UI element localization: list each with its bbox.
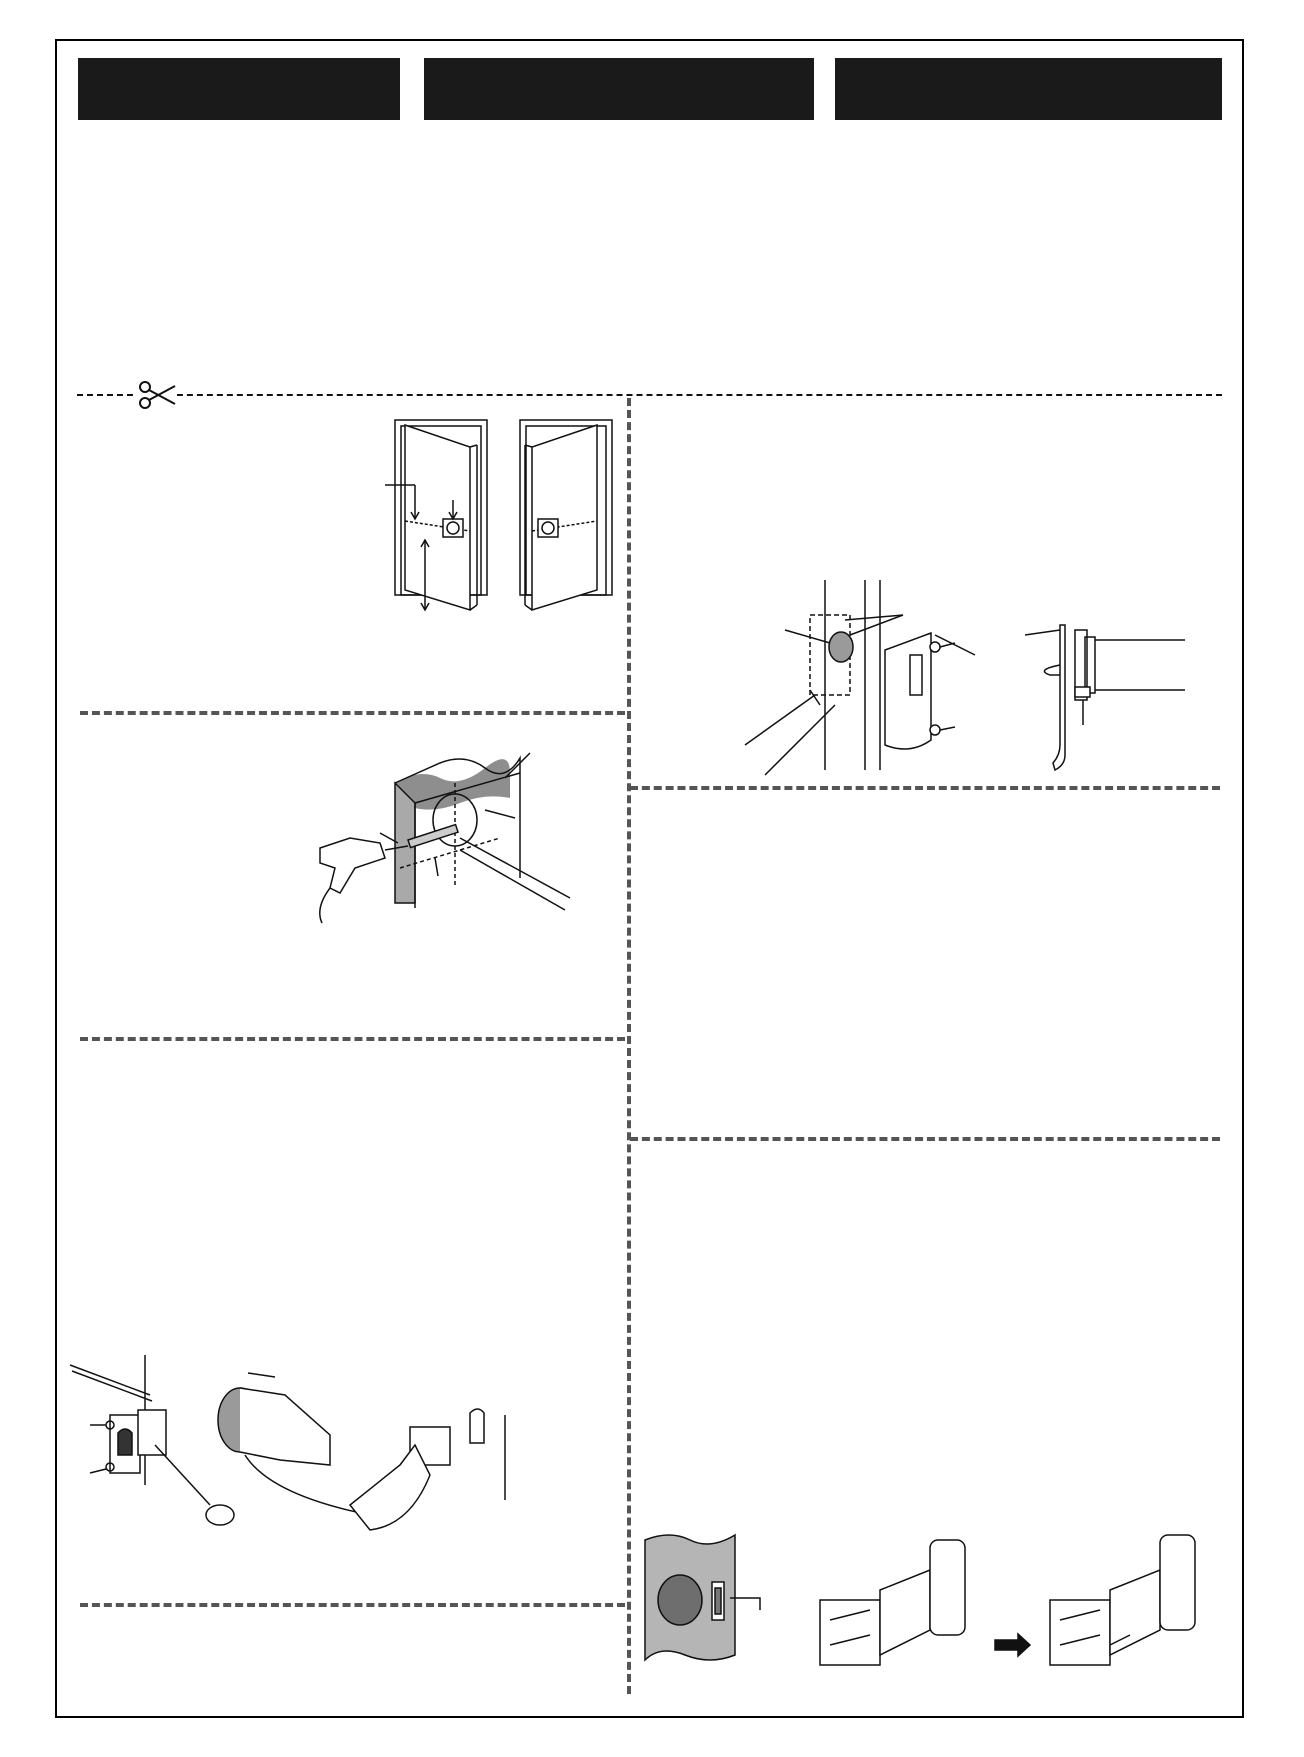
door-template-illustration bbox=[375, 415, 625, 615]
latch-installation-illustration bbox=[70, 1355, 530, 1585]
strike-plate-illustration bbox=[735, 575, 1195, 775]
center-divider bbox=[627, 398, 631, 1694]
divider-left-2 bbox=[80, 1037, 625, 1041]
header-bar-3 bbox=[835, 58, 1222, 120]
divider-right-2 bbox=[630, 1137, 1220, 1141]
header-bar-2 bbox=[424, 58, 814, 120]
header-bar-1 bbox=[78, 58, 400, 120]
scissors-icon bbox=[137, 380, 177, 410]
cut-line bbox=[77, 394, 1222, 396]
latch-adjustment-illustration bbox=[640, 1530, 1220, 1680]
divider-right-1 bbox=[630, 786, 1220, 790]
divider-left-3 bbox=[80, 1603, 625, 1607]
divider-left-1 bbox=[80, 711, 625, 715]
drilling-illustration bbox=[310, 728, 590, 928]
